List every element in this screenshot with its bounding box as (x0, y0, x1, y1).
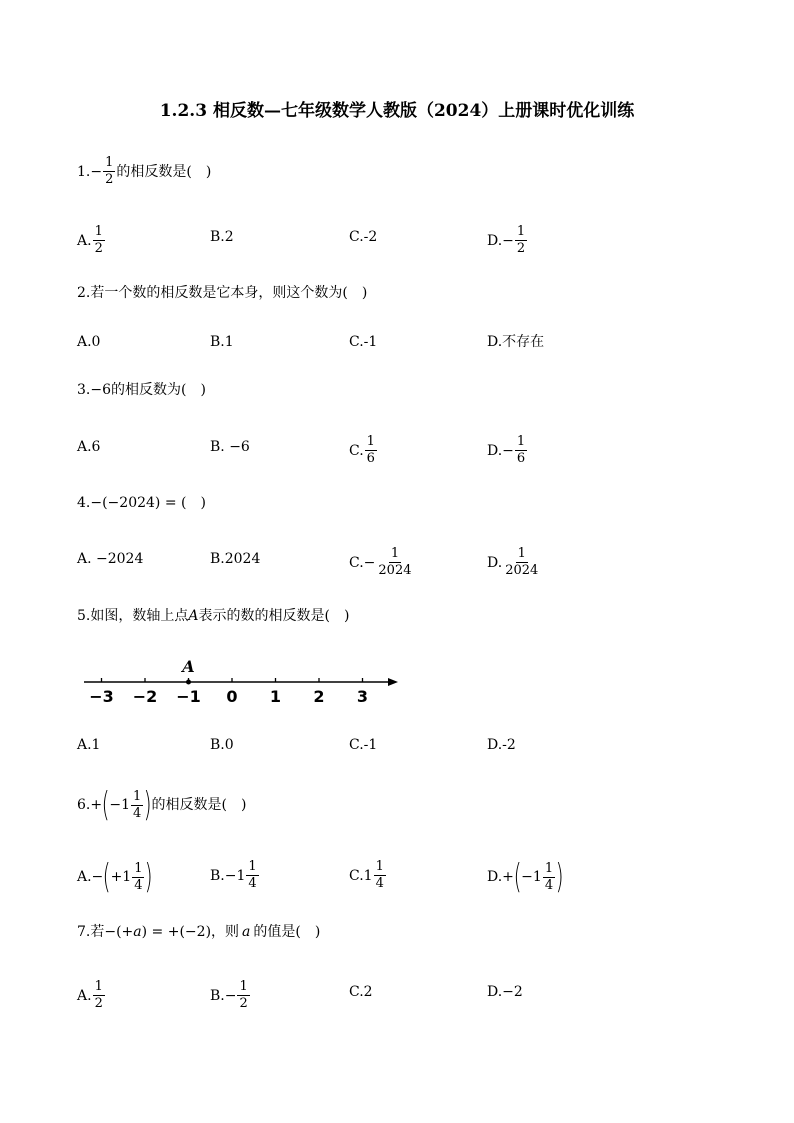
question-6-option-c[interactable] (349, 860, 387, 891)
fraction-numerator: 1 (134, 860, 143, 876)
fraction-numerator: 1 (248, 859, 257, 874)
tick-label: −3 (89, 687, 114, 706)
fraction-numerator: 1 (94, 224, 103, 239)
fraction-denominator: 2024 (505, 563, 539, 578)
variable-a: a (133, 924, 142, 940)
fraction-denominator: 2024 (378, 563, 412, 578)
question-7-option-a[interactable] (77, 980, 106, 1011)
right-paren: ) (143, 785, 152, 825)
question-1-option-b[interactable]: B.2 (210, 229, 234, 245)
question-4: 4.−(−2024) = ( ) (77, 495, 206, 511)
fraction-denominator: 4 (133, 805, 142, 821)
mixed-whole: +1 (110, 869, 132, 885)
fraction-denominator: 2 (105, 172, 114, 187)
option-fraction (132, 862, 144, 893)
question-3-option-c[interactable] (349, 435, 378, 466)
option-label: D.− (487, 442, 514, 459)
question-2-option-b[interactable]: B.1 (210, 334, 234, 350)
question-5-option-d[interactable]: D.-2 (487, 737, 516, 753)
right-paren: ) (555, 857, 564, 897)
option-label: A. (77, 987, 92, 1004)
option-fraction (503, 547, 540, 578)
question-7-option-c[interactable]: C.2 (349, 984, 373, 1000)
question-1-option-d[interactable] (487, 225, 528, 256)
left-paren: ( (513, 857, 522, 897)
fraction-denominator: 4 (248, 876, 257, 891)
question-2-option-d[interactable]: D.不存在 (487, 334, 545, 350)
question-4-option-d[interactable] (487, 547, 541, 578)
mixed-whole: −1 (109, 797, 130, 813)
number-line-figure (80, 652, 410, 712)
question-1-prefix: 1.− (77, 163, 103, 180)
fraction-denominator: 2 (516, 241, 526, 256)
fraction-denominator: 4 (544, 877, 554, 893)
question-7-text-mid: ) = +(−2)，则 (141, 924, 240, 940)
option-label: C.1 (349, 867, 373, 884)
fraction-numerator: 1 (516, 434, 526, 449)
option-fraction (543, 862, 555, 893)
option-label: C.− (349, 554, 376, 571)
option-fraction (365, 435, 377, 466)
fraction-numerator: 1 (94, 979, 103, 994)
question-4-option-b[interactable]: B.2024 (210, 551, 261, 567)
question-3-option-a[interactable]: A.6 (77, 439, 101, 455)
fraction-denominator: 2 (94, 241, 103, 256)
option-fraction (246, 860, 258, 891)
option-fraction (93, 980, 105, 1011)
tick-label: 2 (313, 687, 325, 706)
fraction-numerator: 1 (239, 979, 248, 994)
option-fraction (515, 435, 527, 466)
question-3-option-b[interactable]: B. −6 (210, 439, 250, 455)
fraction-denominator: 4 (375, 876, 384, 891)
option-fraction (93, 225, 105, 256)
left-paren: ( (101, 785, 110, 825)
question-1-option-c[interactable]: C.-2 (349, 229, 378, 245)
question-2-option-c[interactable]: C.-1 (349, 334, 378, 350)
point-a-marker (186, 680, 191, 685)
question-6 (77, 785, 247, 825)
fraction-numerator: 1 (544, 860, 554, 876)
question-5-option-a[interactable]: A.1 (77, 737, 101, 753)
fraction-numerator: 1 (517, 546, 526, 561)
mixed-whole: −1 (521, 869, 542, 885)
question-3: 3.−6的相反数为( ) (77, 382, 206, 398)
tick-label: 0 (226, 687, 238, 706)
option-fraction (237, 980, 249, 1011)
right-paren: ) (145, 857, 154, 897)
question-2: 2.若一个数的相反数是它本身，则这个数为( ) (77, 285, 368, 301)
question-6-prefix: 6.+ (77, 797, 103, 813)
option-fraction (376, 547, 413, 578)
question-1 (77, 156, 211, 187)
question-7-option-b[interactable] (210, 980, 251, 1011)
fraction-denominator: 4 (134, 877, 143, 893)
question-6-suffix: 的相反数是( ) (151, 797, 247, 813)
question-7-option-d[interactable]: D.−2 (487, 984, 523, 1000)
option-label: D. (487, 554, 503, 571)
question-4-option-c[interactable] (349, 547, 415, 578)
variable-a: a (242, 924, 251, 940)
question-5-text-post: 表示的数的相反数是( ) (198, 608, 350, 624)
fraction-numerator: 1 (516, 224, 526, 239)
question-7 (77, 920, 320, 944)
fraction-denominator: 6 (516, 451, 526, 466)
question-5 (77, 604, 349, 628)
option-label: D.− (487, 232, 514, 249)
fraction-numerator: 1 (133, 788, 142, 804)
option-fraction (515, 225, 527, 256)
question-5-text-pre: 5.如图，数轴上点 (77, 608, 189, 624)
fraction-numerator: 1 (390, 546, 400, 561)
tick-label: 1 (269, 687, 282, 706)
question-7-text-post: 的值是( ) (253, 924, 321, 940)
option-label: C. (349, 442, 364, 459)
question-6-option-a[interactable] (77, 857, 154, 897)
fraction-denominator: 2 (239, 996, 248, 1011)
option-label: D.+ (487, 869, 514, 885)
tick-label: 3 (356, 687, 369, 706)
option-label: A. (77, 232, 92, 249)
tick-label: −1 (176, 687, 201, 706)
question-6-fraction (131, 790, 143, 821)
page-title: 1.2.3 相反数—七年级数学人教版（2024）上册课时优化训练 (159, 101, 635, 121)
option-label: A.− (77, 869, 104, 885)
point-a-label: A (182, 657, 195, 676)
question-6-option-b[interactable] (210, 860, 260, 891)
question-1-suffix: 的相反数是( ) (116, 163, 212, 180)
option-label: B.−1 (210, 867, 246, 884)
question-3-option-d[interactable] (487, 435, 528, 466)
question-5-option-b[interactable]: B.0 (210, 737, 234, 753)
fraction-numerator: 1 (105, 155, 114, 170)
question-5-option-c[interactable]: C.-1 (349, 737, 378, 753)
fraction-denominator: 2 (94, 996, 103, 1011)
question-1-option-a[interactable] (77, 225, 106, 256)
question-1-fraction (103, 156, 115, 187)
fraction-denominator: 6 (366, 451, 375, 466)
tick-label: −2 (132, 687, 158, 706)
fraction-numerator: 1 (375, 859, 384, 874)
option-label: B.− (210, 987, 237, 1004)
question-4-option-a[interactable]: A. −2024 (77, 551, 144, 567)
option-fraction (374, 860, 386, 891)
number-line-arrow-icon (388, 678, 398, 686)
question-7-text-pre: 7.若−(+ (77, 924, 134, 940)
left-paren: ( (102, 857, 111, 897)
point-variable: A (188, 608, 199, 624)
fraction-numerator: 1 (366, 434, 375, 449)
question-6-option-d[interactable] (487, 857, 564, 897)
question-2-option-a[interactable]: A.0 (77, 334, 101, 350)
